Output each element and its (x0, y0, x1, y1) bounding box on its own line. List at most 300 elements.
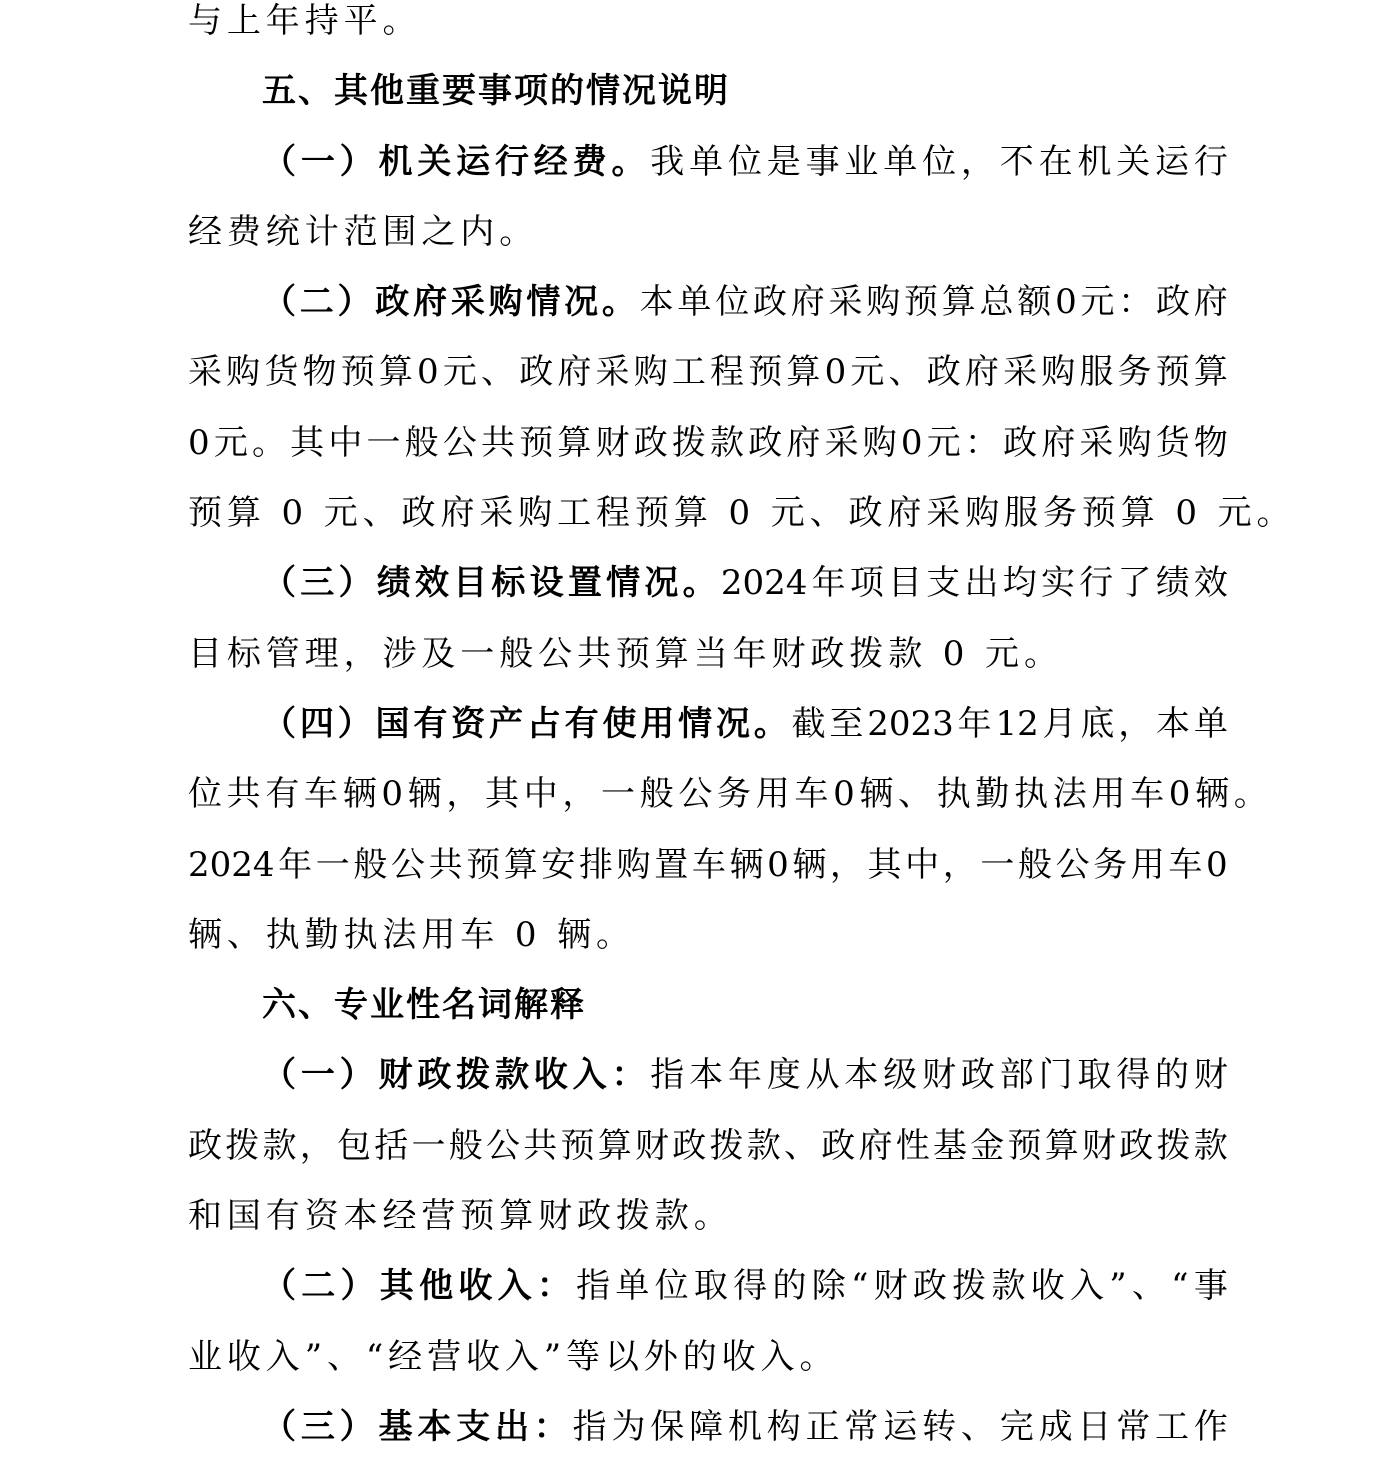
text-char: 。 (251, 422, 286, 463)
text-char: 采 (1003, 352, 1038, 393)
text-char: 年 (811, 563, 846, 604)
text-char: 务 (1117, 352, 1152, 393)
paragraph-line (188, 0, 1228, 56)
text-char: 的 (772, 1266, 807, 1307)
text-char: 级 (883, 1055, 918, 1096)
subheading-char: 效 (414, 563, 449, 604)
paragraph-line (188, 1251, 1228, 1321)
text-char: 是 (766, 141, 801, 182)
text-char: 本 (844, 1055, 879, 1096)
text-char: 算 (941, 282, 976, 323)
text-char: 0 (833, 774, 855, 815)
text-char: 除 (811, 1266, 846, 1307)
subheading-char: 二 (299, 282, 334, 323)
text-char: 辆 (342, 774, 377, 815)
text-char: 事 (1193, 1266, 1228, 1307)
text-char: 单 (689, 141, 724, 182)
text-char: 用 (1130, 844, 1165, 885)
text-char: 作 (1193, 1406, 1228, 1447)
text-char: 实 (1040, 563, 1075, 604)
text-char: 单 (883, 141, 918, 182)
text-char: 工 (1155, 1406, 1190, 1447)
text-char: 绩 (1155, 563, 1190, 604)
text-char: 0 (767, 844, 789, 885)
text-char: 、 (1131, 1266, 1166, 1307)
subheading-char: ） (338, 563, 373, 604)
text-char: 位 (727, 141, 762, 182)
paragraph-text: 目标管理，涉及一般公共预算当年财政拨款 0 元。 (188, 633, 1063, 674)
paragraph-line (188, 478, 1296, 548)
text-char: 府 (858, 1125, 893, 1166)
text-char: 车 (691, 844, 726, 885)
text-char: 正 (805, 1406, 840, 1447)
subheading-char: 收 (458, 1266, 493, 1307)
subheading-char: 资 (451, 703, 486, 744)
text-char: 2024 (188, 844, 275, 885)
text-char: “ (850, 1266, 869, 1307)
text-char: 单 (615, 1266, 650, 1307)
text-char: 物 (1193, 422, 1228, 463)
text-char: 安 (541, 844, 576, 885)
text-char: 0 (824, 352, 847, 393)
paragraph-line (188, 548, 1228, 618)
text-char: 用 (755, 774, 790, 815)
text-char: 拨 (952, 1266, 987, 1307)
subheading-char: （ (262, 141, 296, 182)
section-heading (188, 970, 1228, 1040)
subheading-char: 基 (378, 1406, 413, 1447)
text-char: 公 (486, 1125, 520, 1166)
text-char: 常 (1116, 1406, 1151, 1447)
text-char: 务 (1093, 844, 1128, 885)
subheading-char: 。 (601, 282, 636, 323)
text-char: 成 (1038, 1406, 1073, 1447)
text-char: 拨 (1156, 1125, 1191, 1166)
text-char: 位 (188, 774, 222, 815)
subheading-char: 经 (533, 141, 568, 182)
subheading-char: 四 (299, 703, 334, 744)
text-char: 截 (791, 703, 826, 744)
text-char: 财 (873, 1266, 908, 1307)
subheading-char: 支 (456, 1406, 491, 1447)
subheading-char: 占 (526, 703, 561, 744)
text-char: 政 (519, 352, 554, 393)
text-char: 出 (964, 563, 999, 604)
text-char: 中 (328, 422, 363, 463)
text-char: 的 (1155, 1055, 1190, 1096)
text-char: 程 (710, 352, 745, 393)
subheading-char: 入 (572, 1055, 607, 1096)
text-char: 度 (766, 1055, 801, 1096)
text-char: 运 (883, 1406, 918, 1447)
subheading-char: 标 (491, 563, 526, 604)
paragraph-line (188, 267, 1228, 337)
text-char: 行 (1193, 141, 1228, 182)
subheading-char: 情 (678, 703, 713, 744)
paragraph-line (188, 619, 1228, 689)
text-char: “ (1171, 1266, 1189, 1307)
text-char: 一 (601, 774, 636, 815)
subheading-char: 况 (644, 563, 679, 604)
paragraph-line (188, 197, 1228, 267)
subheading-char: 产 (488, 703, 523, 744)
paragraph-text: 预算 0 元、政府采购工程预算 0 元、政府采购服务预算 0 元。 (188, 493, 1296, 534)
text-char: 购 (1117, 422, 1152, 463)
subheading-char: 有 (413, 703, 448, 744)
text-char: 、 (888, 352, 923, 393)
subheading-char: 府 (413, 282, 448, 323)
text-char: 车 (1168, 844, 1203, 885)
subheading-char: 。 (611, 141, 646, 182)
subheading-char: 入 (497, 1266, 532, 1307)
section-heading-text: 六、专业性名词解释 (262, 985, 586, 1026)
text-char: 单 (1193, 703, 1228, 744)
text-char: 包 (337, 1125, 371, 1166)
text-char: 法 (1052, 774, 1087, 815)
text-char: 入 (1069, 1266, 1104, 1307)
text-char: 障 (689, 1406, 724, 1447)
paragraph-line (188, 689, 1228, 759)
text-char: 0 (417, 352, 439, 393)
subheading-char: 三 (300, 563, 335, 604)
text-char: 政 (926, 352, 961, 393)
subheading-char: 目 (453, 563, 488, 604)
text-char: 元 (850, 352, 885, 393)
text-char: 采 (824, 422, 859, 463)
subheading-char: 采 (450, 282, 485, 323)
text-char: 事 (805, 141, 840, 182)
text-char: 公 (678, 774, 713, 815)
subheading-char: （ (262, 1406, 296, 1447)
text-char: 辆 (407, 774, 442, 815)
text-char: 货 (264, 352, 299, 393)
text-char: 行 (1079, 563, 1114, 604)
text-char: 指 (572, 1406, 607, 1447)
text-char: 本 (639, 282, 674, 323)
text-char: 项 (849, 563, 884, 604)
text-char: 得 (1116, 1055, 1151, 1096)
text-char: 执 (936, 774, 971, 815)
text-char: 购 (616, 844, 651, 885)
document-body (188, 0, 1296, 1462)
text-char: 般 (353, 844, 388, 885)
text-char: 采 (828, 282, 863, 323)
text-char: 年 (957, 703, 992, 744)
text-char: 指 (650, 1055, 685, 1096)
subheading-char: 三 (300, 1406, 335, 1447)
text-char: 元 (442, 352, 477, 393)
text-char: ” (1109, 1266, 1127, 1307)
text-char: 财 (922, 1055, 957, 1096)
paragraph-line (188, 759, 1268, 829)
text-char: 、 (784, 1125, 818, 1166)
paragraph-line (188, 1181, 1228, 1251)
text-char: 常 (844, 1406, 879, 1447)
text-char: ， (562, 774, 597, 815)
subheading-char: 政 (375, 282, 410, 323)
text-char: 府 (557, 352, 592, 393)
text-char: 指 (576, 1266, 611, 1307)
text-char: 取 (1077, 1055, 1112, 1096)
subheading-char: 本 (417, 1406, 452, 1447)
paragraph-line (188, 127, 1228, 197)
subheading-char: ） (339, 1406, 374, 1447)
text-char: 款 (710, 422, 745, 463)
text-char: 般 (639, 774, 674, 815)
subheading-char: 。 (682, 563, 717, 604)
subheading-char: （ (262, 1055, 296, 1096)
subheading-char: 收 (533, 1055, 568, 1096)
text-char: 工 (671, 352, 706, 393)
text-char: 机 (1077, 141, 1112, 182)
text-char: 公 (390, 844, 425, 885)
text-char: 采 (595, 352, 630, 393)
text-char: 辆 (792, 844, 827, 885)
subheading-char: 国 (375, 703, 410, 744)
text-char: 物 (302, 352, 337, 393)
text-char: 底 (1080, 703, 1115, 744)
text-char: 业 (844, 141, 879, 182)
text-char: 预 (904, 282, 939, 323)
subheading-char: 情 (526, 282, 561, 323)
text-char: 用 (1091, 774, 1126, 815)
subheading-char: 情 (606, 563, 641, 604)
text-char: 元 (213, 422, 248, 463)
text-char: 收 (1030, 1266, 1065, 1307)
text-char: 款 (1193, 1125, 1228, 1166)
section-heading-text: 五、其他重要事项的情况说明 (262, 71, 730, 112)
text-char: 共 (226, 774, 261, 815)
subheading-char: 使 (602, 703, 637, 744)
text-char: ， (446, 774, 481, 815)
subheading-char: 二 (301, 1266, 336, 1307)
text-char: 公 (1055, 844, 1090, 885)
text-char: 有 (265, 774, 300, 815)
text-char: 取 (693, 1266, 728, 1307)
text-char: 效 (1193, 563, 1228, 604)
text-char: 一 (315, 844, 350, 885)
subheading-char: 拨 (456, 1055, 491, 1096)
text-char: 本 (1156, 703, 1191, 744)
text-char: 门 (1038, 1055, 1073, 1096)
text-char: 关 (1116, 141, 1151, 182)
text-char: 政 (821, 1125, 856, 1166)
text-char: 府 (1193, 282, 1228, 323)
text-char: 辆 (859, 774, 894, 815)
subheading-char: ） (340, 1266, 375, 1307)
text-char: 预 (466, 844, 501, 885)
paragraph-line (188, 337, 1228, 407)
text-char: 政 (633, 422, 668, 463)
subheading-char: 他 (419, 1266, 454, 1307)
text-char: 括 (374, 1125, 409, 1166)
text-char: ： (1118, 282, 1153, 323)
text-char: 0 (188, 422, 210, 463)
text-char: 政 (752, 282, 787, 323)
subheading-char: 一 (300, 1055, 335, 1096)
text-char: 月 (1042, 703, 1077, 744)
text-char: 算 (557, 422, 592, 463)
text-char: 车 (304, 774, 339, 815)
text-char: 府 (964, 352, 999, 393)
text-char: 得 (733, 1266, 768, 1307)
subheading-char: 。 (753, 703, 788, 744)
paragraph-text: 业收入”、“经营收入”等以外的收入。 (188, 1336, 839, 1377)
text-char: 2024 (720, 563, 808, 604)
text-char: 务 (717, 774, 752, 815)
text-char: 性 (895, 1125, 930, 1166)
paragraph-text: 和国有资本经营预算财政拨款。 (188, 1196, 733, 1237)
text-char: 位 (654, 1266, 689, 1307)
subheading-char: ： (611, 1055, 646, 1096)
text-char: 其 (290, 422, 325, 463)
paragraph-text: 与上年持平。 (188, 1, 422, 41)
text-char: 预 (1007, 1125, 1042, 1166)
text-char: 支 (926, 563, 961, 604)
text-char: 额 (1017, 282, 1052, 323)
text-char: 政 (672, 1125, 707, 1166)
text-char: 其 (485, 774, 520, 815)
text-char: 购 (226, 352, 261, 393)
paragraph-line (188, 1040, 1228, 1110)
section-heading (188, 56, 1228, 126)
text-char: 0 (1206, 844, 1228, 885)
text-char: 政 (748, 422, 783, 463)
text-char: ， (1118, 703, 1153, 744)
subheading-char: 费 (572, 141, 607, 182)
text-char: 政 (1156, 282, 1191, 323)
text-char: ， (942, 844, 977, 885)
text-char: 府 (786, 422, 821, 463)
text-char: 辆 (1195, 774, 1230, 815)
subheading-char: ： (536, 1266, 571, 1307)
subheading-char: ： (533, 1406, 568, 1447)
subheading-char: ） (339, 1055, 374, 1096)
subheading-char: 行 (494, 141, 529, 182)
text-char: 预 (519, 422, 554, 463)
text-char: 一 (366, 422, 401, 463)
text-char: 般 (404, 422, 439, 463)
subheading-char: 用 (640, 703, 675, 744)
text-char: 基 (933, 1125, 967, 1166)
text-char: 。 (1233, 774, 1268, 815)
text-char: 总 (979, 282, 1014, 323)
text-char: 为 (611, 1406, 646, 1447)
subheading-char: 运 (456, 141, 491, 182)
text-char: 共 (523, 1125, 558, 1166)
paragraph-line (188, 900, 1228, 970)
text-char: ， (829, 844, 864, 885)
text-char: 中 (523, 774, 558, 815)
subheading-char: 机 (378, 141, 413, 182)
text-char: 年 (727, 1055, 762, 1096)
subheading-char: 购 (488, 282, 523, 323)
paragraph-line (188, 1322, 1228, 1392)
subheading-char: （ (262, 703, 296, 744)
paragraph-text: 辆、执勤执法用车 0 辆。 (188, 914, 635, 955)
subheading-char: 有 (564, 703, 599, 744)
text-char: 款 (991, 1266, 1026, 1307)
text-char: 元 (1080, 282, 1115, 323)
text-char: 服 (1079, 352, 1114, 393)
text-char: 府 (1041, 422, 1076, 463)
text-char: 购 (866, 282, 901, 323)
text-char: 一 (980, 844, 1015, 885)
paragraph-text: 经费统计范围之内。 (188, 211, 539, 252)
text-char: 不 (999, 141, 1034, 182)
text-char: 保 (650, 1406, 685, 1447)
text-char: 采 (188, 352, 222, 393)
text-char: 均 (1002, 563, 1037, 604)
text-char: 府 (790, 282, 825, 323)
text-char: 公 (442, 422, 477, 463)
text-char: ， (960, 141, 995, 182)
paragraph-line (188, 408, 1228, 478)
text-char: 算 (503, 844, 538, 885)
text-char: 我 (650, 141, 685, 182)
text-char: 0 (1168, 774, 1191, 815)
subheading-char: ） (337, 282, 372, 323)
subheading-char: 设 (529, 563, 564, 604)
text-char: 、 (960, 1406, 995, 1447)
text-char: 中 (905, 844, 940, 885)
text-char: 政 (188, 1125, 222, 1166)
text-char: 年 (278, 844, 313, 885)
text-char: 在 (1038, 141, 1073, 182)
text-char: 位 (715, 282, 750, 323)
text-char: 政 (1003, 422, 1038, 463)
text-char: 拨 (671, 422, 706, 463)
text-char: 预 (748, 352, 783, 393)
subheading-char: （ (262, 1266, 296, 1307)
text-char: 目 (888, 563, 923, 604)
text-char: 0 (381, 774, 403, 815)
text-char: 从 (805, 1055, 840, 1096)
text-char: 购 (862, 422, 897, 463)
text-char: 12 (995, 703, 1039, 744)
text-char: 政 (1119, 1125, 1154, 1166)
text-char: 车 (794, 774, 829, 815)
subheading-char: ） (339, 141, 374, 182)
text-char: 0 (1055, 282, 1077, 323)
text-char: 政 (912, 1266, 947, 1307)
subheading-char: ） (337, 703, 372, 744)
text-char: 部 (999, 1055, 1034, 1096)
text-char: 2023 (867, 703, 954, 744)
text-char: 完 (999, 1406, 1034, 1447)
text-char: 0 (900, 422, 923, 463)
text-char: 政 (960, 1055, 995, 1096)
text-char: 货 (1155, 422, 1190, 463)
text-char: 置 (654, 844, 689, 885)
subheading-char: 绩 (376, 563, 411, 604)
text-char: 金 (970, 1125, 1005, 1166)
text-char: 采 (1079, 422, 1114, 463)
text-char: 、 (898, 774, 933, 815)
subheading-char: 款 (494, 1055, 529, 1096)
text-char: 本 (689, 1055, 724, 1096)
text-char: 单 (677, 282, 712, 323)
text-char: 购 (1041, 352, 1076, 393)
text-char: 购 (633, 352, 668, 393)
subheading-char: 关 (417, 141, 452, 182)
text-char: 了 (1117, 563, 1152, 604)
subheading-char: 置 (567, 563, 602, 604)
text-char: 财 (1193, 1055, 1228, 1096)
text-char: 算 (1044, 1125, 1079, 1166)
text-char: 执 (1014, 774, 1049, 815)
text-char: 勤 (975, 774, 1010, 815)
